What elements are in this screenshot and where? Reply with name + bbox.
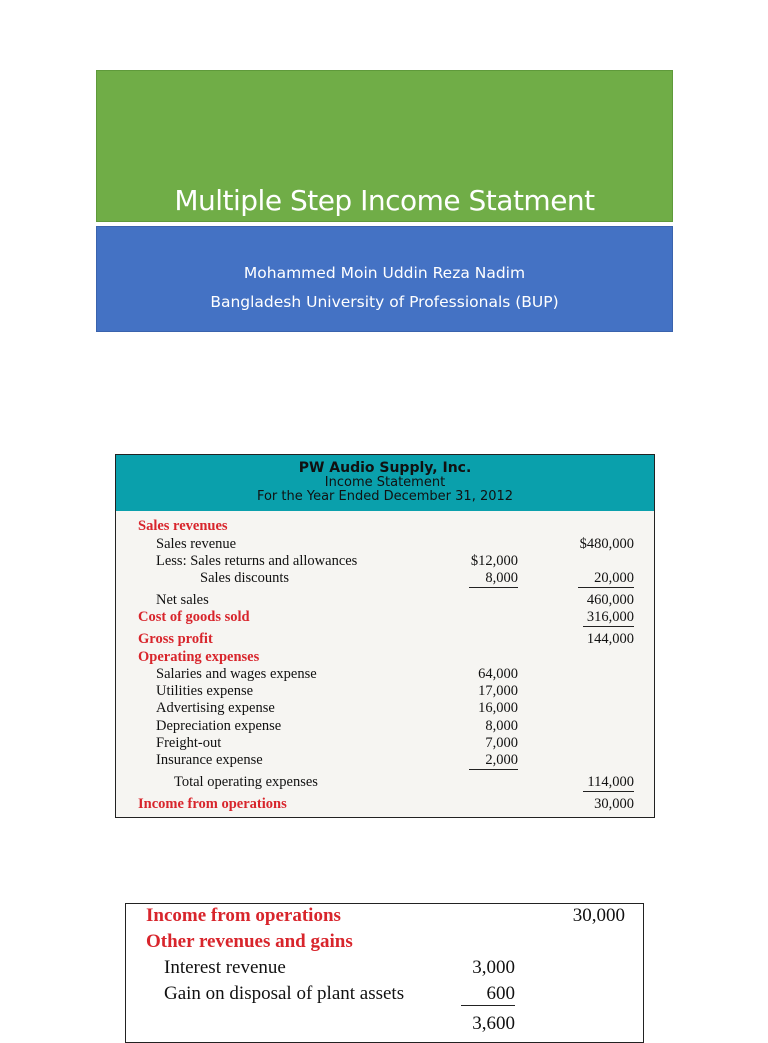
- subtitle-band: [96, 226, 673, 332]
- row-amount: 2,000: [469, 752, 518, 770]
- statement-row: [116, 536, 654, 553]
- statement-row: [116, 752, 654, 769]
- statement-row: [116, 666, 654, 683]
- row-label: Utilities expense: [156, 683, 254, 699]
- statement-period: For the Year Ended December 31, 2012: [256, 489, 514, 504]
- statement-row: [116, 609, 654, 626]
- title-band: [96, 70, 673, 222]
- row-amount: 64,000: [478, 666, 518, 682]
- section-heading: Cost of goods sold: [138, 609, 250, 625]
- row-amount: 600: [461, 983, 516, 1006]
- row-label: Gain on disposal of plant assets: [164, 983, 405, 1004]
- institution-name: Bangladesh University of Professionals (BUP): [210, 293, 559, 311]
- row-label: Sales discounts: [200, 570, 290, 586]
- row-total: 20,000: [578, 570, 634, 588]
- row-label: Salaries and wages expense: [156, 666, 317, 682]
- statement-row: [116, 631, 654, 648]
- statement-row: [116, 553, 654, 570]
- row-label: Sales revenue: [156, 536, 237, 552]
- statement-name: Income Statement: [324, 475, 446, 490]
- statement-row: [116, 518, 654, 535]
- section-heading: Operating expenses: [138, 649, 260, 665]
- row-amount: $12,000: [470, 553, 518, 569]
- statement-header: [116, 455, 654, 511]
- statement-row: [126, 905, 643, 931]
- other-revenues-table: [125, 903, 644, 1043]
- row-label: Less: Sales returns and allowances: [156, 553, 358, 569]
- section-heading: Other revenues and gains: [146, 931, 353, 952]
- row-total: 30,000: [594, 796, 634, 812]
- statement-row: [116, 718, 654, 735]
- row-total: 114,000: [583, 774, 634, 792]
- statement-row: [116, 592, 654, 609]
- slide-title: Multiple Step Income Statment: [174, 184, 595, 217]
- row-amount: 3,600: [472, 1013, 515, 1034]
- row-label: Total operating expenses: [174, 774, 318, 790]
- row-amount: 3,000: [472, 957, 515, 978]
- statement-row: [126, 931, 643, 957]
- statement-row: [126, 957, 643, 983]
- row-label: Net sales: [156, 592, 209, 608]
- income-statement-table: [115, 454, 655, 818]
- row-amount: 8,000: [485, 718, 518, 734]
- row-total: 30,000: [572, 905, 625, 926]
- section-heading: Income from operations: [138, 796, 287, 812]
- row-total: 144,000: [586, 631, 634, 647]
- section-heading: Income from operations: [146, 905, 341, 926]
- company-name: PW Audio Supply, Inc.: [298, 460, 472, 476]
- row-label: Freight-out: [156, 735, 222, 751]
- row-label: Depreciation expense: [156, 718, 282, 734]
- statement-row: [126, 983, 643, 1009]
- section-heading: Sales revenues: [138, 518, 228, 534]
- row-label: Insurance expense: [156, 752, 263, 768]
- section-heading: Gross profit: [138, 631, 213, 647]
- statement-row: [116, 774, 654, 791]
- row-label: Interest revenue: [164, 957, 286, 978]
- statement-row: [116, 570, 654, 587]
- row-total: 316,000: [583, 609, 634, 627]
- statement-row: [116, 700, 654, 717]
- row-amount: 16,000: [478, 700, 518, 716]
- statement-row: [116, 683, 654, 700]
- statement-row: [116, 735, 654, 752]
- title-slide: [96, 70, 673, 332]
- statement-row: [116, 796, 654, 813]
- row-total: $480,000: [579, 536, 634, 552]
- row-amount: 7,000: [485, 735, 518, 751]
- author-name: Mohammed Moin Uddin Reza Nadim: [243, 264, 526, 282]
- row-total: 460,000: [586, 592, 634, 608]
- statement-row: [126, 1013, 643, 1039]
- statement-row: [116, 649, 654, 666]
- row-amount: 8,000: [469, 570, 518, 588]
- row-label: Advertising expense: [156, 700, 275, 716]
- row-amount: 17,000: [478, 683, 518, 699]
